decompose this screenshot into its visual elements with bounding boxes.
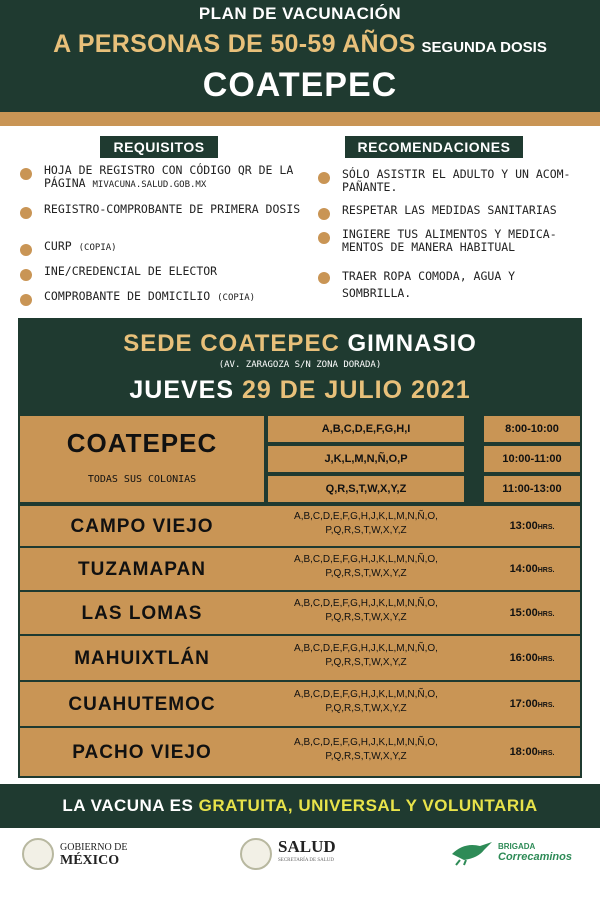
bullet-icon — [20, 294, 32, 306]
letters-cell: A,B,C,D,E,F,G,H,I — [268, 416, 464, 442]
location-name: PACHO VIEJO — [72, 742, 212, 763]
bullet-icon — [20, 244, 32, 256]
bullet-icon — [318, 232, 330, 244]
table-row — [20, 506, 580, 546]
location-subtitle: TODAS SUS COLONIAS — [87, 474, 197, 485]
time-cell: 8:00-10:00 — [484, 416, 580, 442]
time-cell: 13:00HRS. — [509, 520, 555, 532]
list-item: TRAER ROPA COMODA, AGUA Y SOMBRILLA. — [318, 268, 582, 302]
list-item: CURP (COPIA) — [20, 240, 117, 256]
bullet-icon — [20, 168, 32, 180]
logos-bar — [0, 830, 600, 899]
letters-cell: A,B,C,D,E,F,G,H,J,K,L,M,N,Ñ,O, P,Q,R,S,T,W,X,Y,Z — [294, 598, 438, 623]
bullet-icon — [20, 269, 32, 281]
dose-label: SEGUNDA DOSIS — [421, 39, 547, 56]
time-cell: 11:00-13:00 — [484, 476, 580, 502]
sede-address: (AV. ZARAGOZA S/N ZONA DORADA) — [218, 360, 382, 370]
letters-cell: A,B,C,D,E,F,G,H,J,K,L,M,N,Ñ,O, P,Q,R,S,T,W,X,Y,Z — [294, 643, 438, 668]
roadrunner-icon — [450, 838, 494, 866]
time-cell: 16:00HRS. — [509, 652, 555, 664]
list-item: RESPETAR LAS MEDIDAS SANITARIAS — [318, 204, 582, 220]
divider-strip — [0, 112, 600, 126]
footer-message: LA VACUNA ES GRATUITA, UNIVERSAL Y VOLUNTARIA — [0, 784, 600, 828]
letters-cell: A,B,C,D,E,F,G,H,J,K,L,M,N,Ñ,O, P,Q,R,S,T,W,X,Y,Z — [294, 511, 438, 536]
sede-banner — [18, 318, 582, 410]
letters-cell: A,B,C,D,E,F,G,H,J,K,L,M,N,Ñ,O, P,Q,R,S,T,W,X,Y,Z — [294, 554, 438, 579]
recomendaciones-heading: RECOMENDACIONES — [345, 136, 523, 158]
gobierno-logo: GOBIERNO DE MÉXICO — [22, 838, 128, 870]
target-line — [0, 30, 600, 59]
eagle-seal-icon — [22, 838, 54, 870]
requisitos-heading: REQUISITOS — [100, 136, 218, 158]
list-item: REGISTRO-COMPROBANTE DE PRIMERA DOSIS — [20, 203, 302, 219]
recomendaciones-list — [318, 164, 588, 309]
letters-cell: A,B,C,D,E,F,G,H,J,K,L,M,N,Ñ,O, P,Q,R,S,T,W,X,Y,Z — [294, 689, 438, 714]
time-cell: 18:00HRS. — [509, 746, 555, 758]
salud-logo: SALUD SECRETARÍA DE SALUD — [240, 838, 336, 870]
list-item: INGIERE TUS ALIMENTOS Y MEDICA- MENTOS DE MANERA HABITUAL — [318, 228, 582, 254]
letters-cell: Q,R,S,T,W,X,Y,Z — [268, 476, 464, 502]
location-name: LAS LOMAS — [81, 603, 203, 624]
location-name: COATEPEC — [66, 428, 218, 458]
schedule-table — [18, 410, 582, 778]
table-row — [20, 682, 580, 726]
sede-title: SEDE COATEPEC GIMNASIO — [123, 330, 477, 357]
municipality-title: COATEPEC — [202, 66, 398, 104]
letters-cell: A,B,C,D,E,F,G,H,J,K,L,M,N,Ñ,O, P,Q,R,S,T,W,X,Y,Z — [294, 737, 438, 762]
bullet-icon — [318, 272, 330, 284]
list-item: INE/CREDENCIAL DE ELECTOR — [20, 265, 217, 281]
bullet-icon — [20, 207, 32, 219]
list-item: SÓLO ASISTIR EL ADULTO Y UN ACOM- PAÑANTE. — [318, 168, 582, 194]
letters-cell: J,K,L,M,N,Ñ,O,P — [268, 446, 464, 472]
requisitos-list — [20, 164, 310, 309]
list-item: COMPROBANTE DE DOMICILIO (COPIA) — [20, 290, 255, 306]
sede-date: JUEVES 29 DE JULIO 2021 — [129, 376, 471, 404]
eagle-seal-icon — [240, 838, 272, 870]
location-name: TUZAMAPAN — [78, 559, 206, 580]
location-name: MAHUIXTLÁN — [74, 648, 210, 669]
age-group: A PERSONAS DE 50-59 AÑOS — [53, 30, 416, 58]
location-name: CUAHUTEMOC — [68, 694, 216, 715]
time-cell: 10:00-11:00 — [484, 446, 580, 472]
table-row — [20, 416, 264, 502]
bullet-icon — [318, 208, 330, 220]
table-row — [20, 548, 580, 590]
location-name: CAMPO VIEJO — [70, 516, 214, 537]
brigada-logo: BRIGADA Correcaminos — [450, 838, 572, 866]
time-cell: 15:00HRS. — [509, 607, 555, 619]
plan-title: PLAN DE VACUNACIÓN — [198, 4, 402, 23]
table-row — [20, 728, 580, 776]
list-item: HOJA DE REGISTRO CON CÓDIGO QR DE LA PÁGINA MIVACUNA.SALUD.GOB.MX — [20, 164, 302, 192]
time-cell: 17:00HRS. — [509, 698, 555, 710]
header-banner — [0, 0, 600, 112]
bullet-icon — [318, 172, 330, 184]
table-row — [20, 592, 580, 634]
time-cell: 14:00HRS. — [509, 563, 555, 575]
table-row — [20, 636, 580, 680]
